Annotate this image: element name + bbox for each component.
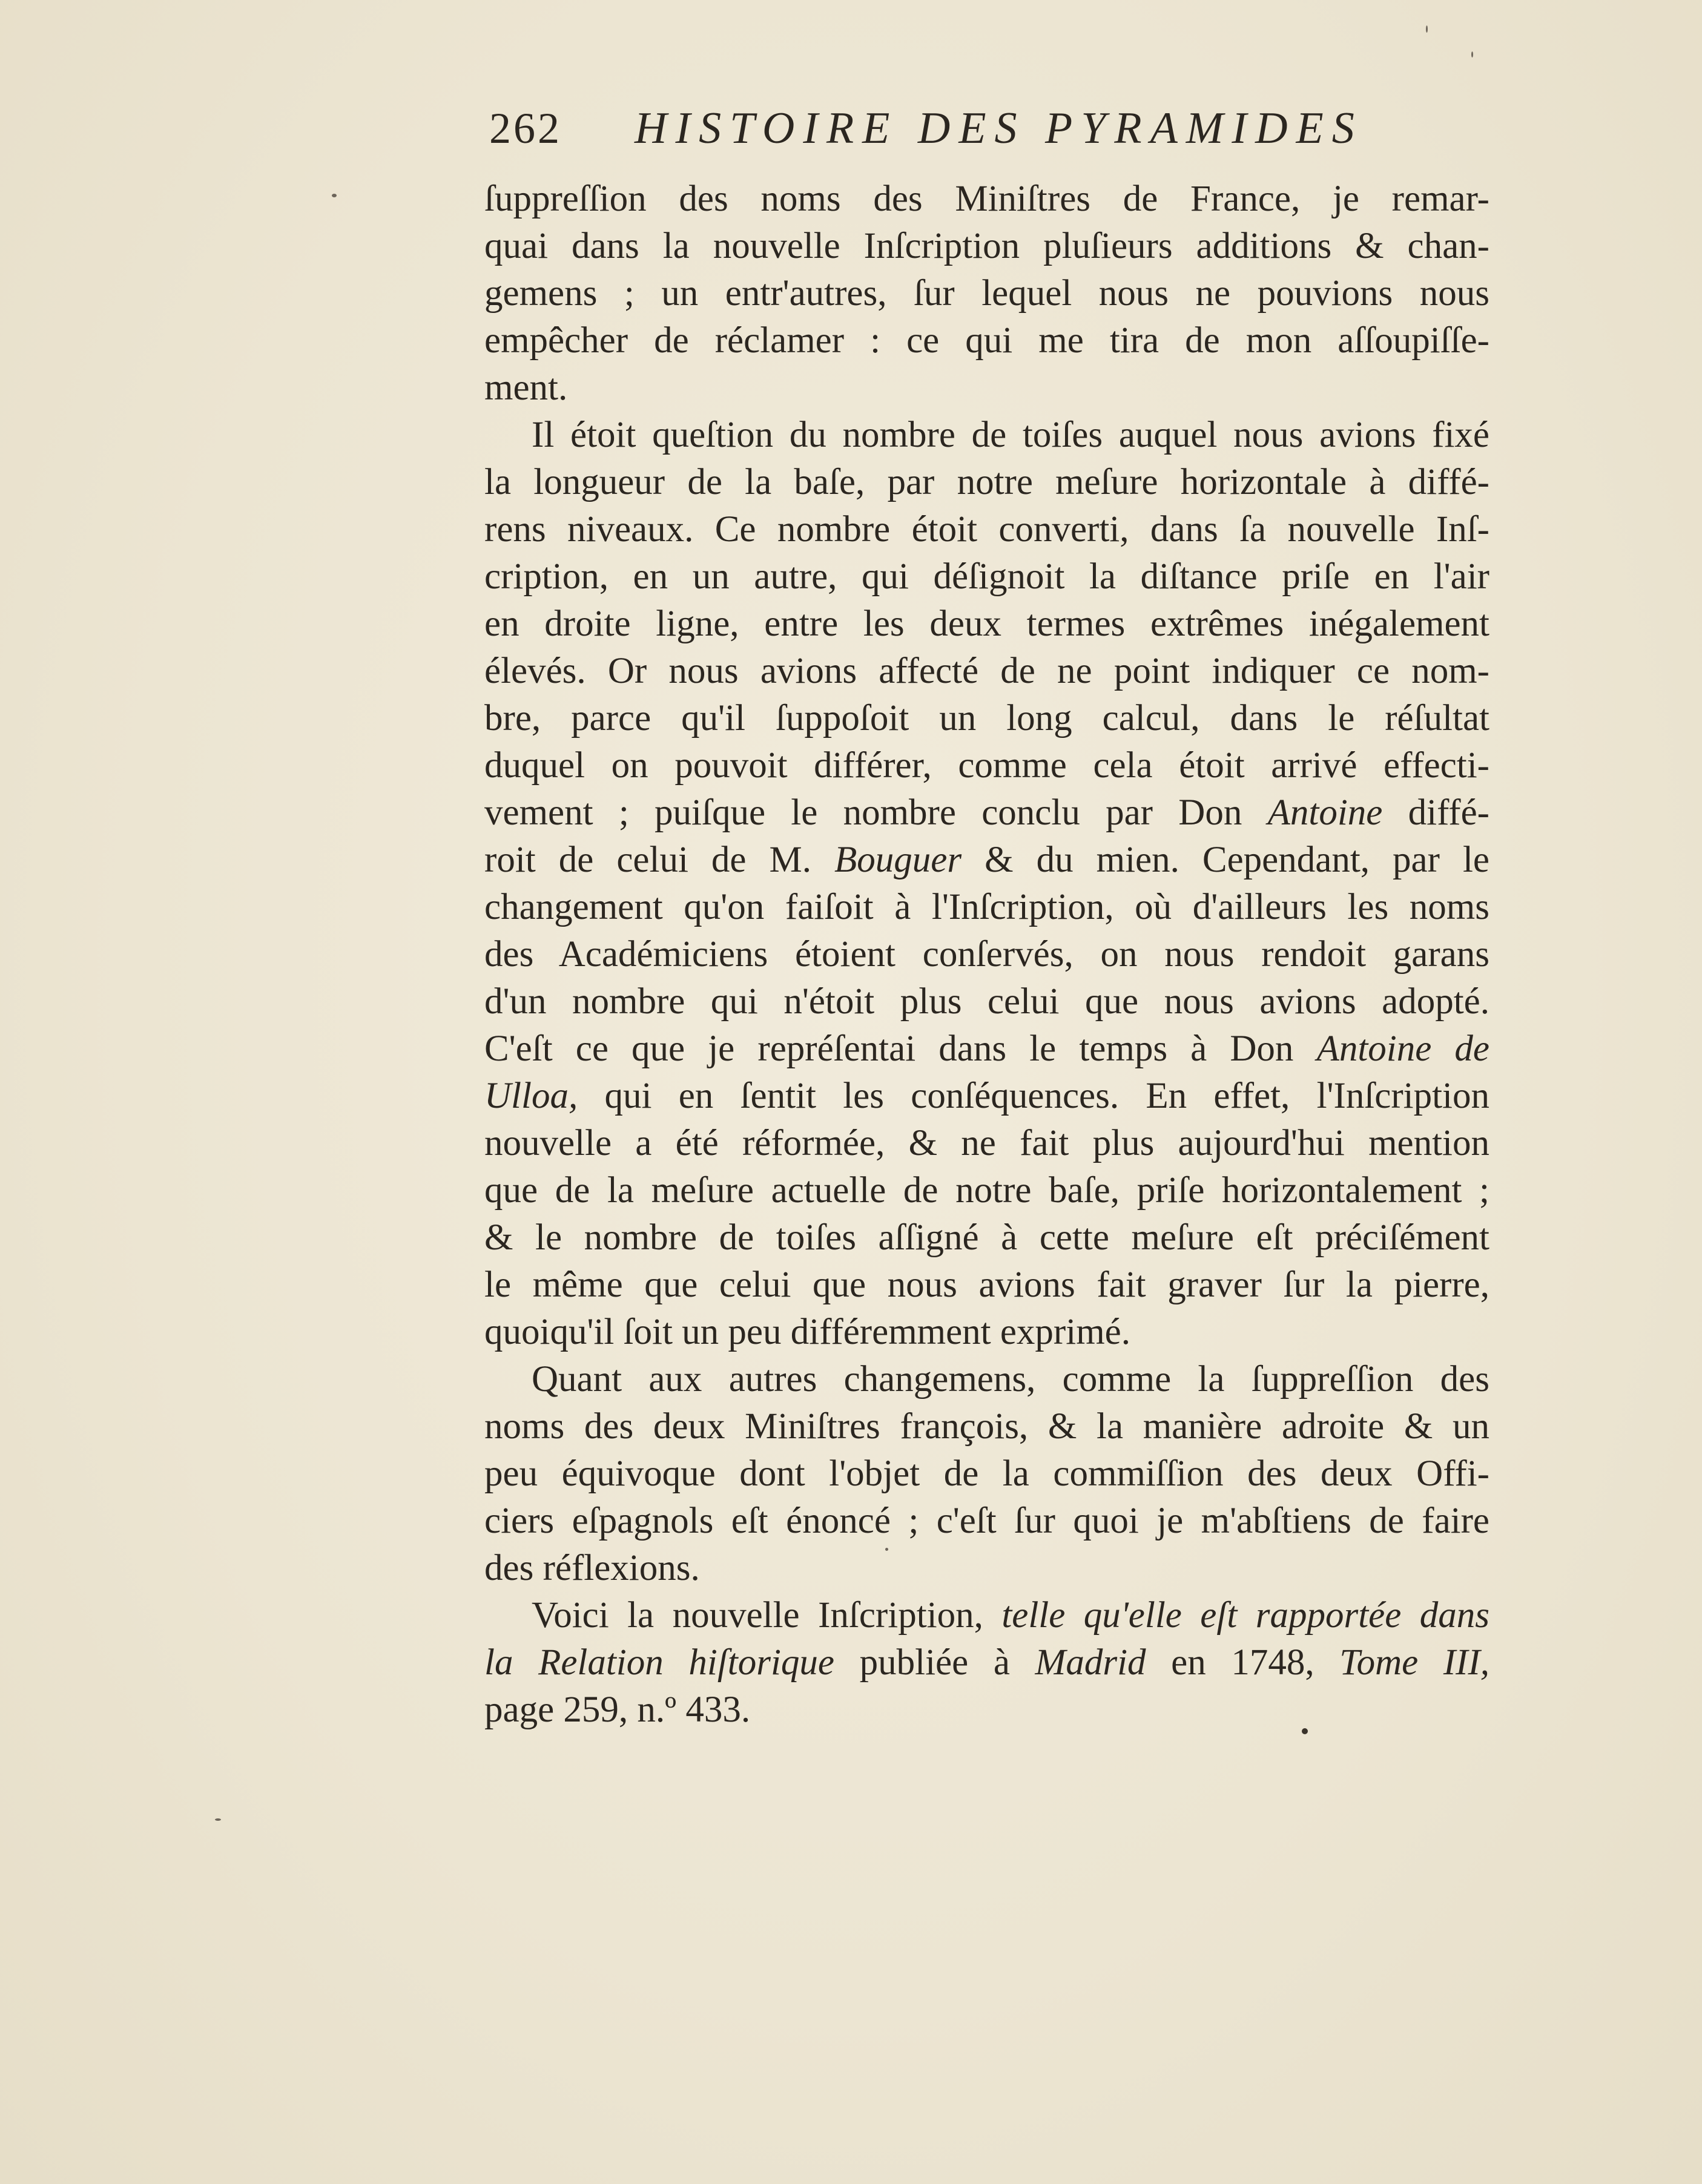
paragraph-2: [484, 412, 1489, 1356]
text-line: & le nombre de toiſes aſſigné à cette meſure eſt préciſément: [484, 1217, 1489, 1258]
text-line: noms des deux Miniſtres françois, & la manière adroite & un: [484, 1406, 1489, 1447]
text-line: élevés. Or nous avions affecté de ne point indiquer ce nom-: [484, 651, 1489, 691]
text-line: quoiqu'il ſoit un peu différemment exprimé.: [484, 1312, 1130, 1352]
paragraph-1: [484, 176, 1489, 412]
text-run: diffé-: [1408, 792, 1489, 833]
paper-speck: [1302, 1728, 1308, 1734]
page-number: 262: [489, 104, 562, 153]
text-line: rens niveaux. Ce nombre étoit converti, dans ſa nouvelle Inſ-: [484, 509, 1489, 550]
running-title: HISTOIRE DES PYRAMIDES: [635, 104, 1363, 153]
text-line: ſuppreſſion des noms des Miniſtres de France, je remar-: [484, 179, 1489, 219]
text-line: Il étoit queſtion du nombre de toiſes auquel nous avions fixé: [532, 415, 1489, 455]
text-line: d'un nombre qui n'étoit plus celui que nous avions adopté.: [484, 981, 1489, 1022]
paragraph-3: [484, 1356, 1489, 1592]
text-line: peu équivoque dont l'objet de la commiſſion des deux Offi-: [484, 1453, 1489, 1494]
paper-speck: [885, 1548, 888, 1551]
text-line: changement qu'on faiſoit à l'Inſcription, où d'ailleurs les noms: [484, 887, 1489, 927]
place-madrid: Madrid: [1035, 1642, 1146, 1683]
text-line: des Académiciens étoient conſervés, on nous rendoit garans: [484, 934, 1489, 975]
text-line: nouvelle a été réformée, & ne fait plus aujourd'hui mention: [484, 1123, 1489, 1163]
text-line: le même que celui que nous avions fait graver ſur la pierre,: [484, 1265, 1489, 1305]
text-line: Quant aux autres changemens, comme la ſuppreſſion des: [532, 1359, 1489, 1400]
text-run: C'eſt ce que je repréſentai dans le temps à Don: [484, 1028, 1294, 1069]
text-line: duquel on pouvoit différer, comme cela étoit arrivé effecti-: [484, 745, 1489, 786]
text-line: quai dans la nouvelle Inſcription pluſieurs additions & chan-: [484, 226, 1489, 266]
text-run: en 1748,: [1171, 1642, 1314, 1683]
text-line: ciers eſpagnols eſt énoncé ; c'eſt ſur quoi je m'abſtiens de faire: [484, 1501, 1489, 1541]
text-run: vement ; puiſque le nombre conclu par Don: [484, 792, 1242, 833]
text-line: la longueur de la baſe, par notre meſure horizontale à diffé-: [484, 462, 1489, 502]
paper-speck: [215, 1818, 221, 1821]
text-line: [484, 837, 1489, 884]
text-line: page 259, n.º 433.: [484, 1689, 751, 1730]
text-line: que de la meſure actuelle de notre baſe, priſe horizontalement ;: [484, 1170, 1489, 1211]
paragraph-4: [484, 1592, 1489, 1734]
text-line: [484, 1025, 1489, 1073]
body-text: [484, 176, 1489, 1734]
text-line: [484, 1073, 1489, 1120]
text-line: en droite ligne, entre les deux termes extrêmes inégalement: [484, 604, 1489, 644]
text-line: empêcher de réclamer : ce qui me tira de mon aſſoupiſſe-: [484, 320, 1489, 361]
name-ulloa: Ulloa,: [484, 1076, 578, 1116]
paper-speck: [332, 194, 337, 197]
name-antoine: Antoine: [1267, 792, 1383, 833]
text-line: [484, 1592, 1489, 1639]
paper-speck: [1426, 25, 1428, 33]
text-run: publiée à: [859, 1642, 1010, 1683]
text-line: ment.: [484, 367, 568, 408]
name-antoine-de: Antoine de: [1316, 1028, 1489, 1069]
text-line: des réflexions.: [484, 1548, 700, 1588]
page-header: [489, 103, 1488, 169]
italic-run: telle qu'elle eſt rapportée dans: [1001, 1595, 1489, 1636]
text-run: Voici la nouvelle Inſcription,: [532, 1595, 983, 1636]
paper-speck: [1471, 51, 1473, 58]
text-run: & du mien. Cependant, par le: [985, 840, 1489, 880]
text-line: bre, parce qu'il ſuppoſoit un long calcul, dans le réſultat: [484, 698, 1489, 738]
text-line: cription, en un autre, qui déſignoit la diſtance priſe en l'air: [484, 556, 1489, 597]
text-line: [484, 789, 1489, 837]
italic-run: la Relation hiſtorique: [484, 1642, 834, 1683]
text-line: gemens ; un entr'autres, ſur lequel nous ne pouvions nous: [484, 273, 1489, 314]
volume-reference: Tome III,: [1339, 1642, 1490, 1683]
text-run: roit de celui de M.: [484, 840, 812, 880]
text-run: qui en ſentit les conſéquences. En effet, l'Inſcription: [604, 1076, 1490, 1116]
text-line: [484, 1639, 1489, 1686]
name-bouguer: Bouguer: [834, 840, 962, 880]
